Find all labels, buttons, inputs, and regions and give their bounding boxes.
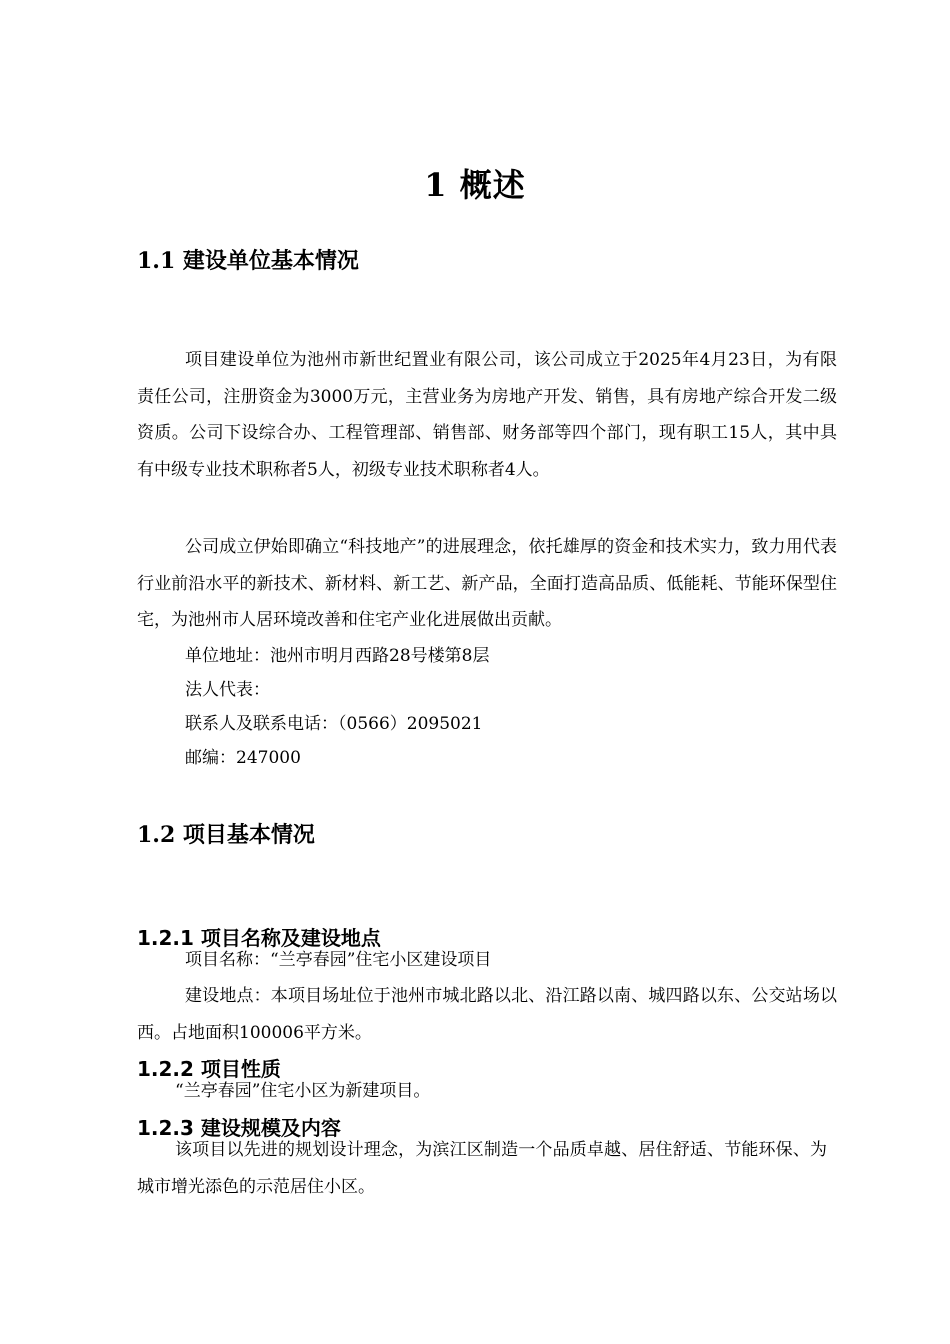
chapter-title: 1 概述 bbox=[424, 166, 526, 204]
project-nature-text: “兰亭春园”住宅小区为新建项目。 bbox=[175, 1081, 431, 1101]
project-location-paragraph: 建设地点：本项目场址位于池州市城北路以北、沿江路以南、城四路以东、公交站场以西。占地面积100006平方米。 bbox=[137, 986, 837, 1043]
subsection-heading-1-2-2: 1.2.2 项目性质 bbox=[137, 1057, 281, 1081]
section-heading-1-1: 1.1 建设单位基本情况 bbox=[137, 248, 359, 274]
company-address: 单位地址：池州市明月西路28号楼第8层 bbox=[185, 646, 490, 666]
company-intro-paragraph: 项目建设单位为池州市新世纪置业有限公司，该公司成立于2025年4月23日，为有限责任公司，注册资金为3000万元，主营业务为房地产开发、销售，具有房地产综合开发二级资质。公司下设综合办、工程管理部、销售部、财务部等四个部门，现有职工15人，其中具有中级专业技术职称者5人，初级专业技术职称者4人。 bbox=[137, 350, 837, 480]
construction-scope-paragraph: 该项目以先进的规划设计理念，为滨江区制造一个品质卓越、居住舒适、节能环保、为城市增光添色的示范居住小区。 bbox=[137, 1140, 827, 1197]
section-heading-1-2: 1.2 项目基本情况 bbox=[137, 822, 315, 848]
project-name: 项目名称：“兰亭春园”住宅小区建设项目 bbox=[185, 950, 492, 970]
subsection-heading-1-2-1: 1.2.1 项目名称及建设地点 bbox=[137, 926, 381, 950]
contact-phone: 联系人及联系电话：（0566）2095021 bbox=[185, 714, 483, 734]
company-philosophy-paragraph: 公司成立伊始即确立“科技地产”的进展理念，依托雄厚的资金和技术实力，致力用代表行业前沿水平的新技术、新材料、新工艺、新产品，全面打造高品质、低能耗、节能环保型住宅，为池州市人居环境改善和住宅产业化进展做出贡献。 bbox=[137, 537, 837, 630]
subsection-heading-1-2-3: 1.2.3 建设规模及内容 bbox=[137, 1116, 341, 1140]
legal-representative: 法人代表： bbox=[185, 680, 270, 700]
postcode: 邮编：247000 bbox=[185, 748, 301, 768]
